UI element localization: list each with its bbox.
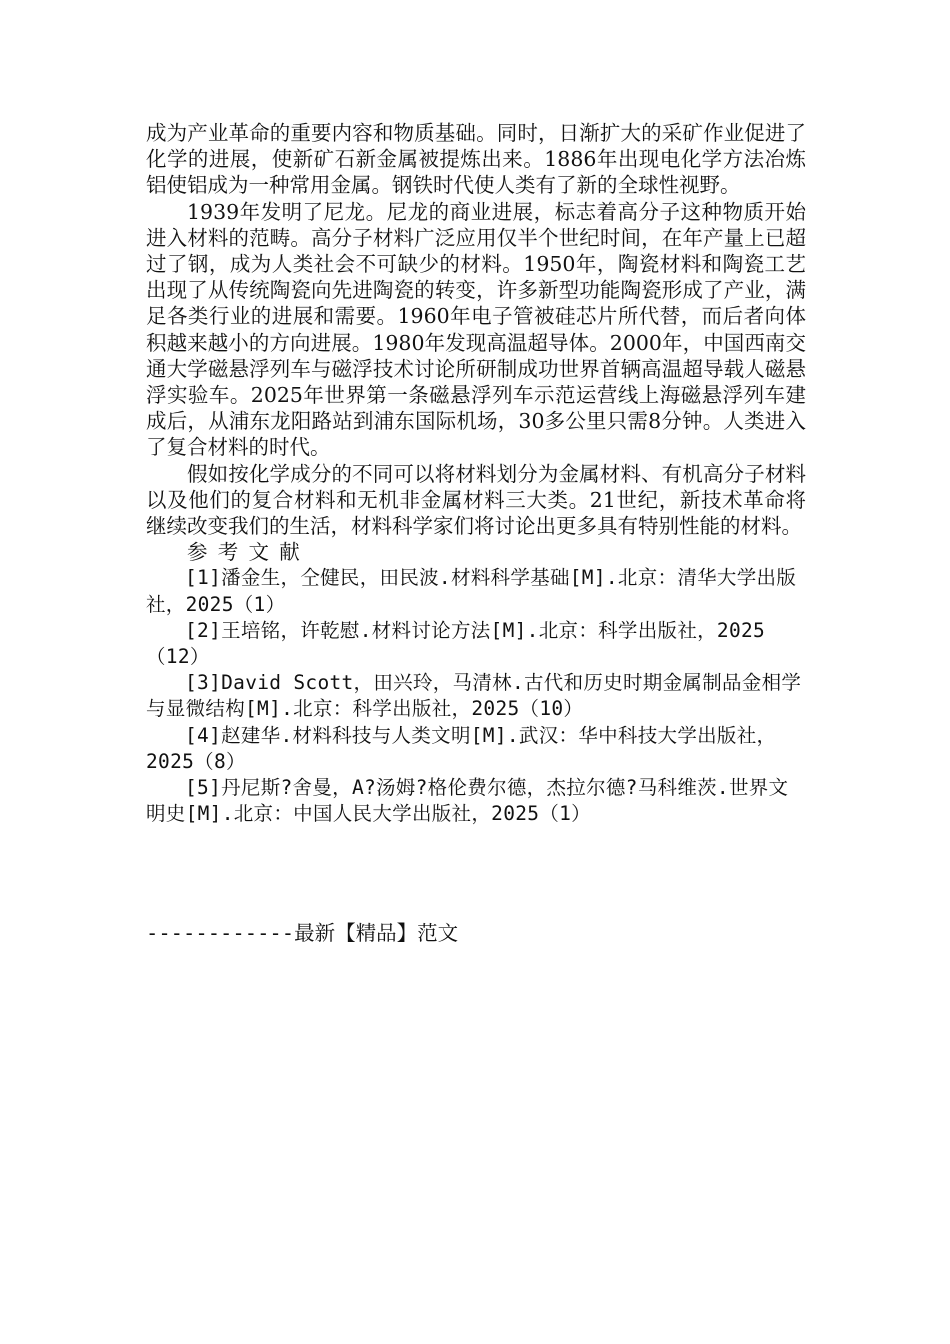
document-body xyxy=(146,120,806,827)
reference-item-4: [4]赵建华.材料科技与人类文明[M].武汉：华中科技大学出版社，2025（8） xyxy=(146,723,777,773)
paragraph-2: 1939年发明了尼龙。尼龙的商业进展，标志着高分子这种物质开始进入材料的范畴。高分子材料广泛应用仅半个世纪时间，在年产量上已超过了钢，成为人类社会不可缺少的材料。1950年，陶瓷材料和陶瓷工艺出现了从传统陶瓷向先进陶瓷的转变，许多新型功能陶瓷形成了产业，满足各类行业的进展和需要。1960年电子管被硅芯片所代替，而后者向体积越来越小的方向进展。1980年发现高温超导体。2000年，中国西南交通大学磁悬浮列车与磁浮技术讨论所研制成功世界首辆高温超导载人磁悬浮实验车。2025年世界第一条磁悬浮列车示范运营线上海磁悬浮列车建成后，从浦东龙阳路站到浦东国际机场，30多公里只需8分钟。人类进入了复合材料的时代。 xyxy=(146,199,806,460)
reference-item-2: [2]王培铭，许乾慰.材料讨论方法[M].北京：科学出版社，2025（12） xyxy=(146,618,766,669)
reference-item-3: [3]David Scott，田兴玲，马清林.古代和历史时期金属制品金相学与显微结构[M].北京：科学出版社，2025（10） xyxy=(146,671,802,721)
reference-item-5: [5]丹尼斯?舍曼，A?汤姆?格伦费尔德，杰拉尔德?马科维茨.世界文明史[M].北京：中国人民大学出版社，2025（1） xyxy=(146,776,789,826)
references-heading: 参考文献 xyxy=(187,540,310,565)
footer-note: ------------最新【精品】范文 xyxy=(146,921,459,945)
reference-item-1: [1]潘金生，仝健民，田民波.材料科学基础[M].北京：清华大学出版社，2025（1） xyxy=(146,566,797,616)
paragraph-1: 成为产业革命的重要内容和物质基础。同时，日渐扩大的采矿作业促进了化学的进展，使新矿石新金属被提炼出来。1886年出现电化学方法冶炼铝使铝成为一种常用金属。钢铁时代使人类有了新的全球性视野。 xyxy=(146,121,806,198)
paragraph-3: 假如按化学成分的不同可以将材料划分为金属材料、有机高分子材料以及他们的复合材料和无机非金属材料三大类。21世纪，新技术革命将继续改变我们的生活，材料科学家们将讨论出更多具有特别性能的材料。 xyxy=(146,461,806,539)
